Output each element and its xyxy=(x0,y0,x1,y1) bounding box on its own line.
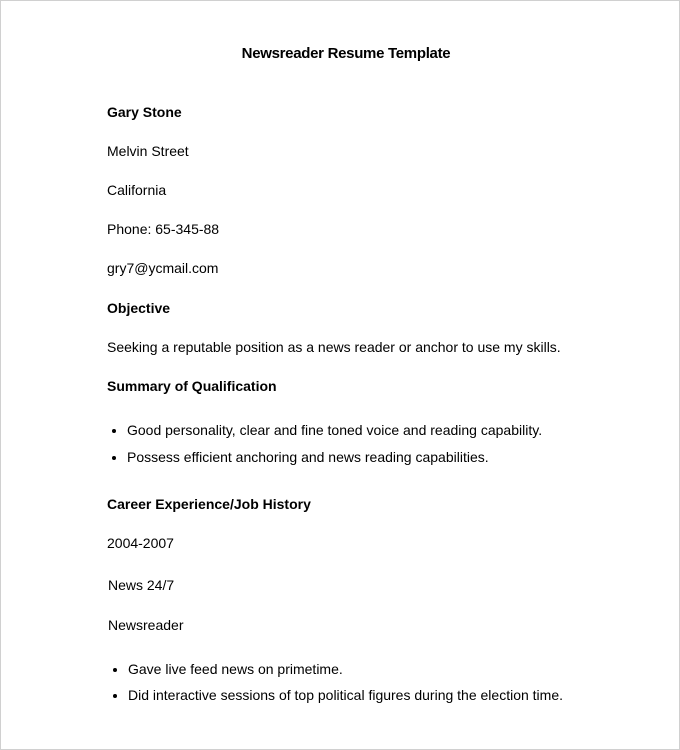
job-company: News 24/7 xyxy=(108,577,175,593)
document-title: Newsreader Resume Template xyxy=(241,45,451,62)
list-item: • Good personality, clear and fine toned voice and reading capability. xyxy=(127,417,542,444)
job-role: Newsreader xyxy=(108,617,184,633)
street: Melvin Street xyxy=(107,143,189,159)
career-heading: Career Experience/Job History xyxy=(107,496,311,512)
objective-text: Seeking a reputable position as a news reader or anchor to use my skills. xyxy=(107,339,561,355)
phone: Phone: 65-345-88 xyxy=(107,221,220,237)
name: Gary Stone xyxy=(107,104,182,120)
job-years: 2004-2007 xyxy=(107,535,174,551)
list-item: • Gave live feed news on primetime. xyxy=(128,656,563,682)
list-item: • Did interactive sessions of top political figures during the election time. xyxy=(128,682,563,708)
objective-heading: Objective xyxy=(107,300,171,316)
summary-heading: Summary of Qualification xyxy=(107,378,277,394)
email: gry7@ycmail.com xyxy=(107,260,219,276)
list-item: • Possess efficient anchoring and news reading capabilities. xyxy=(127,444,542,471)
summary-list xyxy=(107,417,542,471)
duties-list xyxy=(108,656,563,708)
state: California xyxy=(107,182,167,198)
